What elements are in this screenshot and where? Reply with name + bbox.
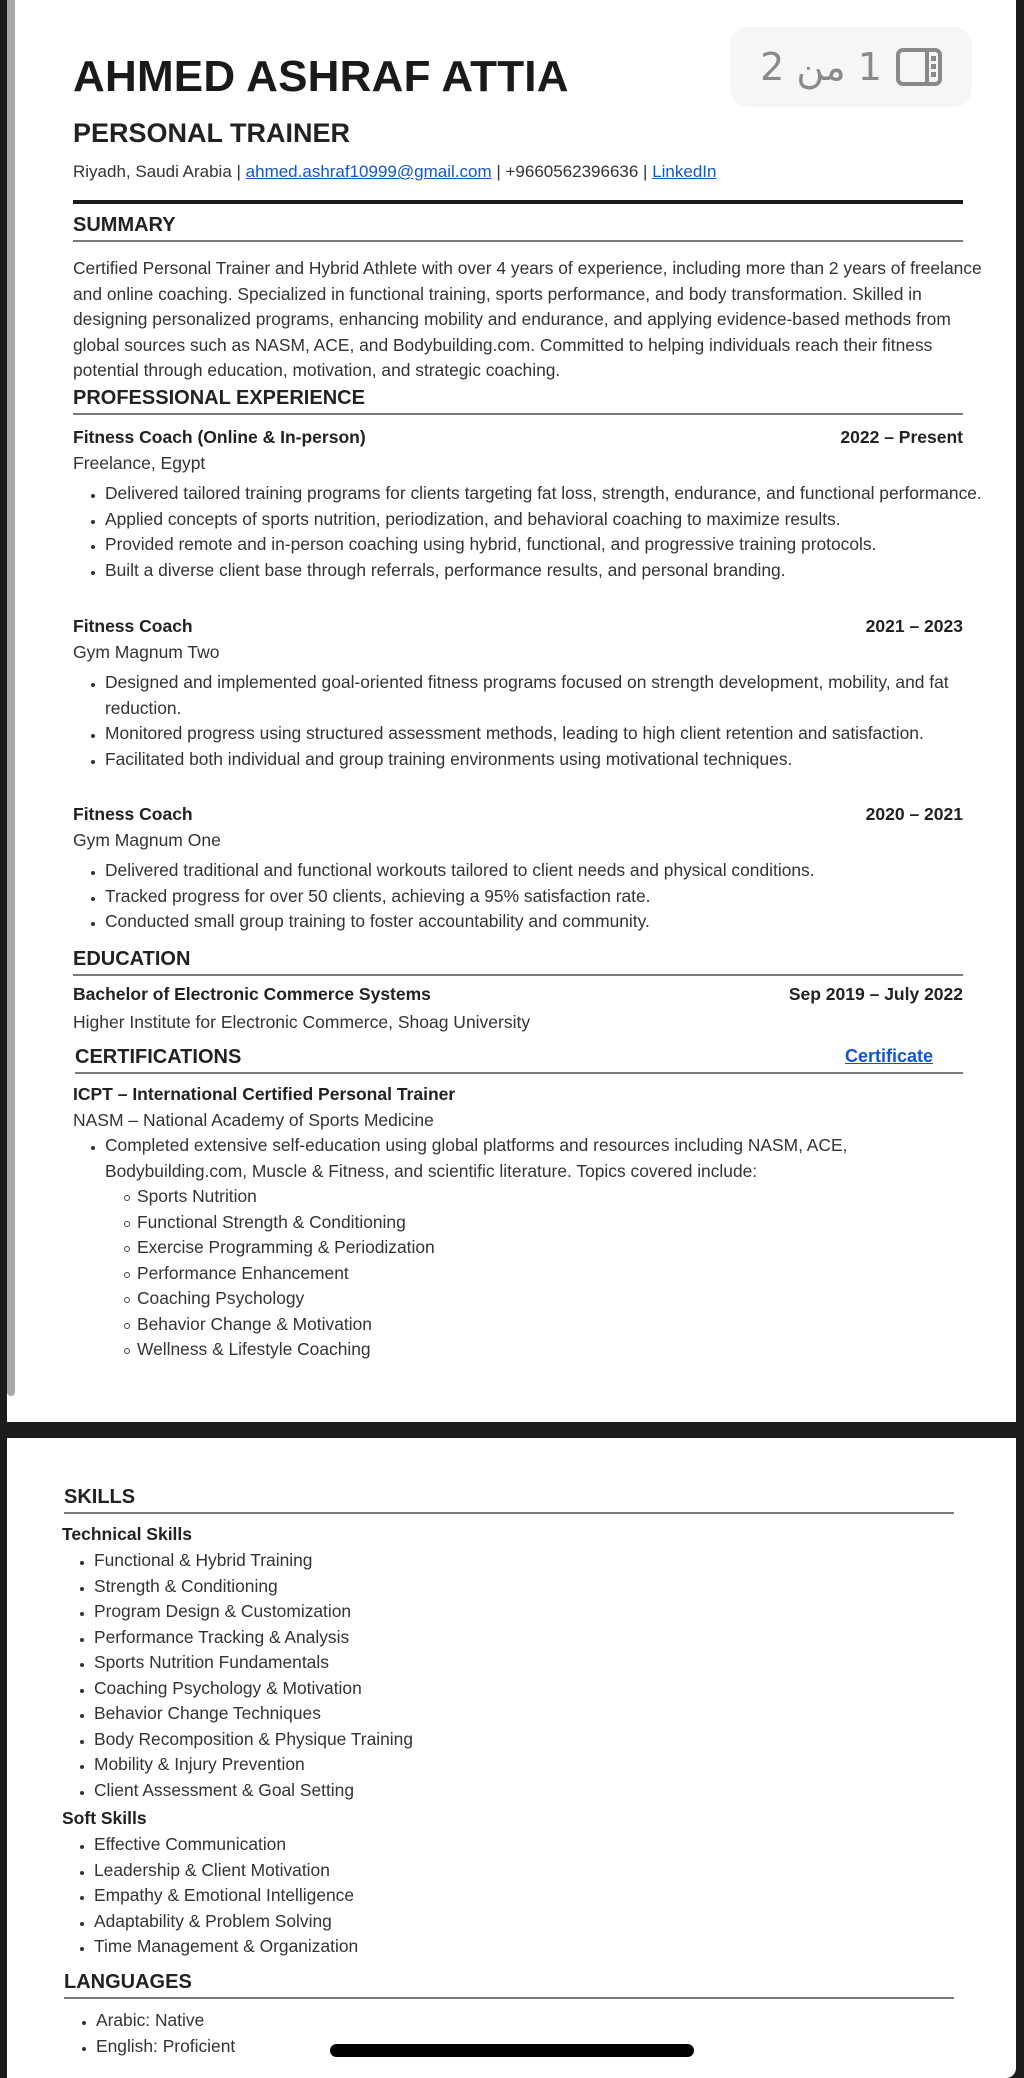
list-item: Delivered tailored training programs for clients targeting fat loss, strength, endurance, and functional performance. (105, 481, 985, 507)
topic-item: Sports Nutrition (137, 1184, 965, 1210)
soft-skills-list (62, 1832, 984, 1960)
list-item: Provided remote and in-person coaching using hybrid, functional, and progressive training protocols. (105, 532, 985, 558)
location: Riyadh, Saudi Arabia (73, 162, 232, 181)
job-header (73, 616, 963, 637)
education-heading-text: EDUCATION (73, 948, 191, 970)
list-item: Designed and implemented goal-oriented fitness programs focused on strength development, mobility, and fat reduction. (105, 670, 985, 721)
email-link[interactable]: ahmed.ashraf10999@gmail.com (245, 162, 492, 181)
list-item: Empathy & Emotional Intelligence (94, 1883, 984, 1909)
list-item: Tracked progress for over 50 clients, achieving a 95% satisfaction rate. (105, 884, 995, 910)
topic-item: Exercise Programming & Periodization (137, 1235, 965, 1261)
list-item: Sports Nutrition Fundamentals (94, 1650, 984, 1676)
languages-heading (64, 1971, 954, 1999)
list-item: Conducted small group training to foster accountability and community. (105, 909, 995, 935)
job-org: Freelance, Egypt (73, 453, 206, 473)
list-item: Effective Communication (94, 1832, 984, 1858)
job-org: Gym Magnum Two (73, 642, 220, 662)
list-item: Time Management & Organization (94, 1934, 984, 1960)
job-role: Fitness Coach (73, 616, 193, 636)
job-dates: 2022 – Present (840, 427, 963, 447)
separator: | (638, 162, 653, 181)
separator: | (491, 162, 506, 181)
certifications-heading-text: CERTIFICATIONS (75, 1046, 242, 1068)
list-item: Arabic: Native (96, 2008, 986, 2034)
job-header (73, 804, 963, 825)
skills-heading-text: SKILLS (64, 1486, 136, 1508)
institution: Higher Institute for Electronic Commerce, Shoag University (73, 1012, 531, 1032)
header-divider (73, 200, 963, 204)
certification-name: ICPT – International Certified Personal Trainer (73, 1084, 456, 1104)
list-item: Monitored progress using structured assessment methods, leading to high client retention and satisfaction. (105, 721, 985, 747)
job-org: Gym Magnum One (73, 830, 221, 850)
topic-item: Coaching Psychology (137, 1286, 965, 1312)
sidebar-panel-icon (896, 48, 942, 86)
page-count: 1 من 2 (760, 45, 882, 89)
job-role: Fitness Coach (Online & In-person) (73, 427, 366, 447)
job-bullets (73, 858, 995, 935)
education-header (73, 984, 963, 1005)
certifications-heading (75, 1046, 963, 1074)
degree: Bachelor of Electronic Commerce Systems (73, 984, 431, 1004)
certification-bullets (73, 1133, 965, 1363)
summary-heading-text: SUMMARY (73, 214, 176, 236)
education-dates: Sep 2019 – July 2022 (788, 984, 963, 1004)
page-indicator[interactable] (730, 27, 972, 107)
phone: +9660562396636 (505, 162, 639, 181)
soft-skills-heading: Soft Skills (62, 1808, 147, 1828)
experience-heading (73, 387, 963, 415)
summary-text: Certified Personal Trainer and Hybrid Athlete with over 4 years of experience, including more than 2 years of freelance and online coaching. Specialized in functional training, sports performance, and body transformation. Skilled in designing personalized programs, enhancing mobility and endurance, and applying evidence-based methods from global sources such as NASM, ACE, and Bodybuilding.com. Committed to helping individuals reach their fitness potential through education, motivation, and strategic coaching. (73, 258, 982, 380)
candidate-title: PERSONAL TRAINER (73, 118, 351, 148)
list-item: Behavior Change Techniques (94, 1701, 984, 1727)
separator: | (231, 162, 246, 181)
topic-item: Functional Strength & Conditioning (137, 1210, 965, 1236)
job-bullets (73, 670, 985, 772)
job-role: Fitness Coach (73, 804, 193, 824)
list-item: Strength & Conditioning (94, 1574, 984, 1600)
certification-issuer: NASM – National Academy of Sports Medicine (73, 1110, 434, 1130)
job-dates: 2020 – 2021 (865, 804, 963, 824)
home-indicator[interactable] (330, 2044, 694, 2057)
resume-page-1 (7, 0, 1016, 1422)
topic-item: Performance Enhancement (137, 1261, 965, 1287)
list-item: Leadership & Client Motivation (94, 1858, 984, 1884)
technical-skills-list (62, 1548, 984, 1803)
education-heading (73, 948, 963, 976)
list-item: English: Proficient (96, 2034, 986, 2060)
list-item: Adaptability & Problem Solving (94, 1909, 984, 1935)
skills-heading (64, 1486, 954, 1514)
linkedin-link[interactable]: LinkedIn (652, 162, 717, 181)
job-dates: 2021 – 2023 (865, 616, 963, 636)
list-item: Program Design & Customization (94, 1599, 984, 1625)
list-item: Performance Tracking & Analysis (94, 1625, 984, 1651)
list-item (105, 1133, 965, 1363)
topic-item: Wellness & Lifestyle Coaching (137, 1337, 965, 1363)
languages-heading-text: LANGUAGES (64, 1971, 192, 1993)
list-item: Client Assessment & Goal Setting (94, 1778, 984, 1804)
list-item: Facilitated both individual and group training environments using motivational techniques. (105, 747, 985, 773)
list-item: Delivered traditional and functional workouts tailored to client needs and physical conditions. (105, 858, 995, 884)
technical-skills-heading: Technical Skills (62, 1524, 193, 1544)
topic-item: Behavior Change & Motivation (137, 1312, 965, 1338)
topics-list (105, 1184, 965, 1363)
list-item: Built a diverse client base through referrals, performance results, and personal branding. (105, 558, 985, 584)
job-bullets (73, 481, 985, 583)
certification-name-row (73, 1084, 963, 1105)
list-item: Coaching Psychology & Motivation (94, 1676, 984, 1702)
experience-heading-text: PROFESSIONAL EXPERIENCE (73, 387, 365, 409)
scrollbar-thumb[interactable] (7, 0, 15, 1396)
certification-description: Completed extensive self-education using global platforms and resources including NASM, ACE, Bodybuilding.com, Muscle & Fitness, and scientific literature. Topics covered include: (105, 1135, 848, 1181)
list-item: Mobility & Injury Prevention (94, 1752, 984, 1778)
job-header (73, 427, 963, 448)
candidate-name: AHMED ASHRAF ATTIA (73, 52, 569, 101)
list-item: Body Recomposition & Physique Training (94, 1727, 984, 1753)
summary-heading (73, 214, 963, 242)
list-item: Functional & Hybrid Training (94, 1548, 984, 1574)
certificate-link[interactable]: Certificate (844, 1046, 933, 1066)
contact-line (73, 162, 716, 182)
list-item: Applied concepts of sports nutrition, periodization, and behavioral coaching to maximize results. (105, 507, 985, 533)
